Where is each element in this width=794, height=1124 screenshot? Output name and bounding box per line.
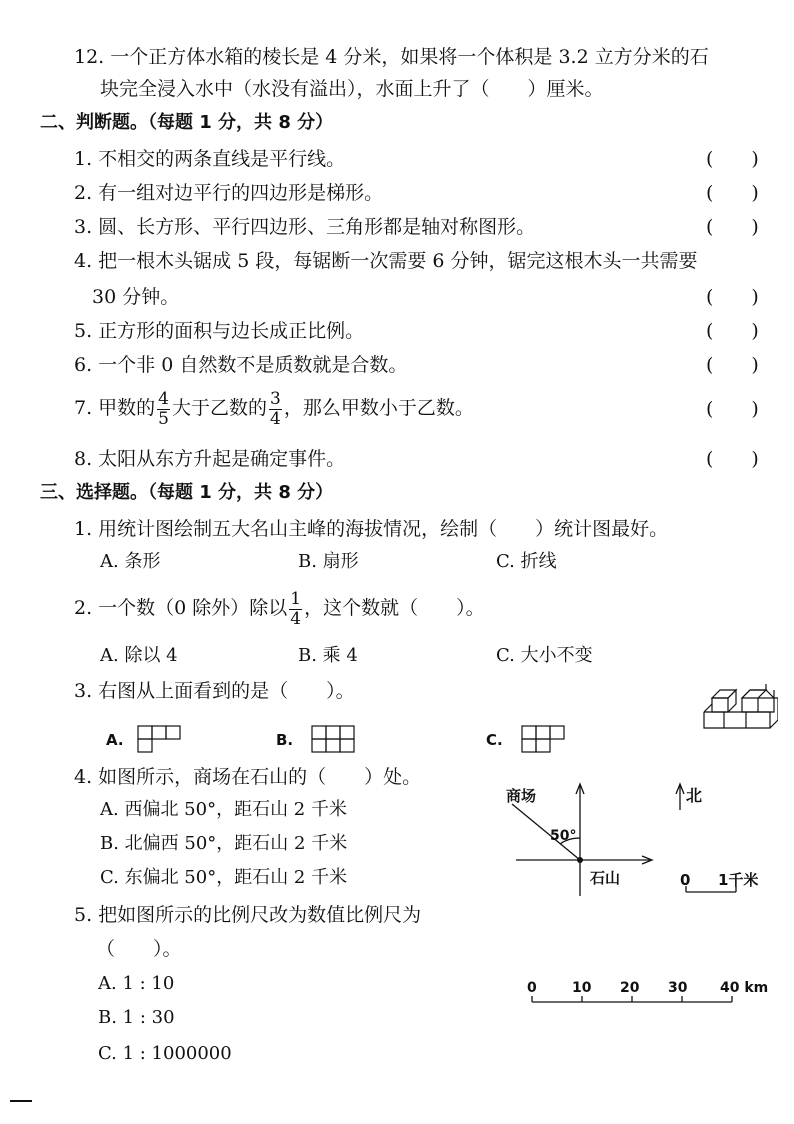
q12-line1: 12. 一个正方体水箱的棱长是 4 分米，如果将一个体积是 3.2 立方分米的石	[74, 46, 709, 68]
judge-item-6: 6. 一个非 0 自然数不是质数就是合数。	[74, 354, 408, 376]
section3-title: 三、选择题。（每题 1 分，共 8 分）	[40, 482, 334, 503]
fraction-4-5	[157, 388, 170, 429]
map-label-mountain: 石山	[590, 869, 621, 887]
map-label-north: 北	[686, 786, 703, 805]
judge-item-4: 4. 把一根木头锯成 5 段，每锯断一次需要 6 分钟，锯完这根木头一共需要	[74, 250, 698, 272]
choice-q5-option-b[interactable]: B. 1 : 30	[98, 1007, 175, 1028]
choice-q3-option-c[interactable]: C.	[486, 731, 503, 749]
top-view-option-b-icon[interactable]	[310, 724, 356, 754]
top-view-option-c-icon[interactable]	[520, 724, 566, 754]
choice-q1-option-c[interactable]: C. 折线	[496, 551, 557, 572]
frac-den: 5	[158, 408, 169, 429]
section2-title: 二、判断题。（每题 1 分，共 8 分）	[40, 112, 334, 133]
answer-paren-8[interactable]: ( )	[706, 448, 759, 470]
choice-q4-option-b[interactable]: B. 北偏西 50°，距石山 2 千米	[100, 833, 348, 854]
choice-q4-stem: 4. 如图所示，商场在石山的（ ）处。	[74, 766, 422, 788]
scale-label-20: 20	[620, 980, 640, 996]
map-label-angle: 50°	[550, 828, 577, 844]
judge-item-8: 8. 太阳从东方升起是确定事件。	[74, 448, 346, 470]
judge-item-2: 2. 有一组对边平行的四边形是梯形。	[74, 182, 384, 204]
choice-q3-stem: 3. 右图从上面看到的是（ ）。	[74, 680, 355, 702]
cube-stack-figure	[700, 684, 778, 732]
answer-paren-5[interactable]: ( )	[706, 320, 759, 342]
answer-paren-6[interactable]: ( )	[706, 354, 759, 376]
frac-num: 4	[158, 388, 169, 409]
judge-item-5: 5. 正方形的面积与边长成正比例。	[74, 320, 365, 342]
map-scale-zero: 0	[680, 871, 691, 889]
line-scale-bar	[520, 974, 780, 1010]
line-scale-figure	[520, 974, 780, 1010]
scale-label-0: 0	[527, 980, 537, 996]
map-label-mall: 商场	[506, 787, 537, 805]
frac-num: 1	[290, 588, 302, 609]
fraction-3-4	[269, 388, 282, 429]
choice-q1-stem: 1. 用统计图绘制五大名山主峰的海拔情况，绘制（ ）统计图最好。	[74, 518, 669, 540]
choice-q1-option-b[interactable]: B. 扇形	[298, 551, 359, 572]
map-scale-one: 1千米	[718, 871, 759, 889]
choice-q2-option-a[interactable]: A. 除以 4	[100, 645, 178, 666]
top-view-option-a-icon[interactable]	[136, 724, 182, 754]
scale-label-40km: 40 km	[720, 980, 769, 996]
q12-line2: 块完全浸入水中（水没有溢出），水面上升了（ ）厘米。	[100, 78, 604, 100]
choice-q2-option-c[interactable]: C. 大小不变	[496, 645, 593, 666]
choice-q2-option-b[interactable]: B. 乘 4	[298, 645, 358, 666]
choice-q5-option-c[interactable]: C. 1 : 1000000	[98, 1043, 232, 1064]
frac-den: 4	[270, 408, 281, 429]
choice-q2-stem	[74, 586, 485, 630]
judge-item-7-mid: 大于乙数的	[172, 397, 268, 419]
choice-q4-option-c[interactable]: C. 东偏北 50°，距石山 2 千米	[100, 867, 348, 888]
fraction-1-4	[289, 588, 302, 629]
answer-paren-7[interactable]: ( )	[706, 398, 759, 420]
answer-paren-1[interactable]: ( )	[706, 148, 759, 170]
mountain-point	[577, 857, 583, 863]
choice-q3-option-a[interactable]: A.	[106, 731, 124, 749]
judge-item-1: 1. 不相交的两条直线是平行线。	[74, 148, 346, 170]
judge-item-3: 3. 圆、长方形、平行四边形、三角形都是轴对称图形。	[74, 216, 536, 238]
judge-item-7	[74, 386, 474, 430]
judge-item-7-prefix: 7. 甲数的	[74, 397, 156, 419]
scale-label-30: 30	[668, 980, 688, 996]
judge-item-4-cont: 30 分钟。	[92, 286, 180, 308]
answer-paren-2[interactable]: ( )	[706, 182, 759, 204]
scale-label-10: 10	[572, 980, 592, 996]
choice-q2-suffix: ，这个数就（ ）。	[304, 597, 485, 619]
answer-paren-3[interactable]: ( )	[706, 216, 759, 238]
choice-q5-stem: 5. 把如图所示的比例尺改为数值比例尺为	[74, 904, 422, 926]
choice-q5-option-a[interactable]: A. 1 : 10	[98, 973, 175, 994]
page-corner-mark	[10, 1100, 32, 1102]
choice-q2-prefix: 2. 一个数（0 除外）除以	[74, 597, 288, 619]
choice-q5-blank[interactable]: （ ）。	[96, 938, 182, 960]
judge-item-7-suffix: ，那么甲数小于乙数。	[283, 397, 474, 419]
choice-q4-option-a[interactable]: A. 西偏北 50°，距石山 2 千米	[100, 799, 347, 820]
frac-num: 3	[270, 388, 281, 409]
frac-den: 4	[290, 608, 302, 629]
answer-paren-4[interactable]: ( )	[706, 286, 759, 308]
choice-q1-option-a[interactable]: A. 条形	[100, 551, 161, 572]
choice-q3-option-b[interactable]: B.	[276, 731, 294, 749]
